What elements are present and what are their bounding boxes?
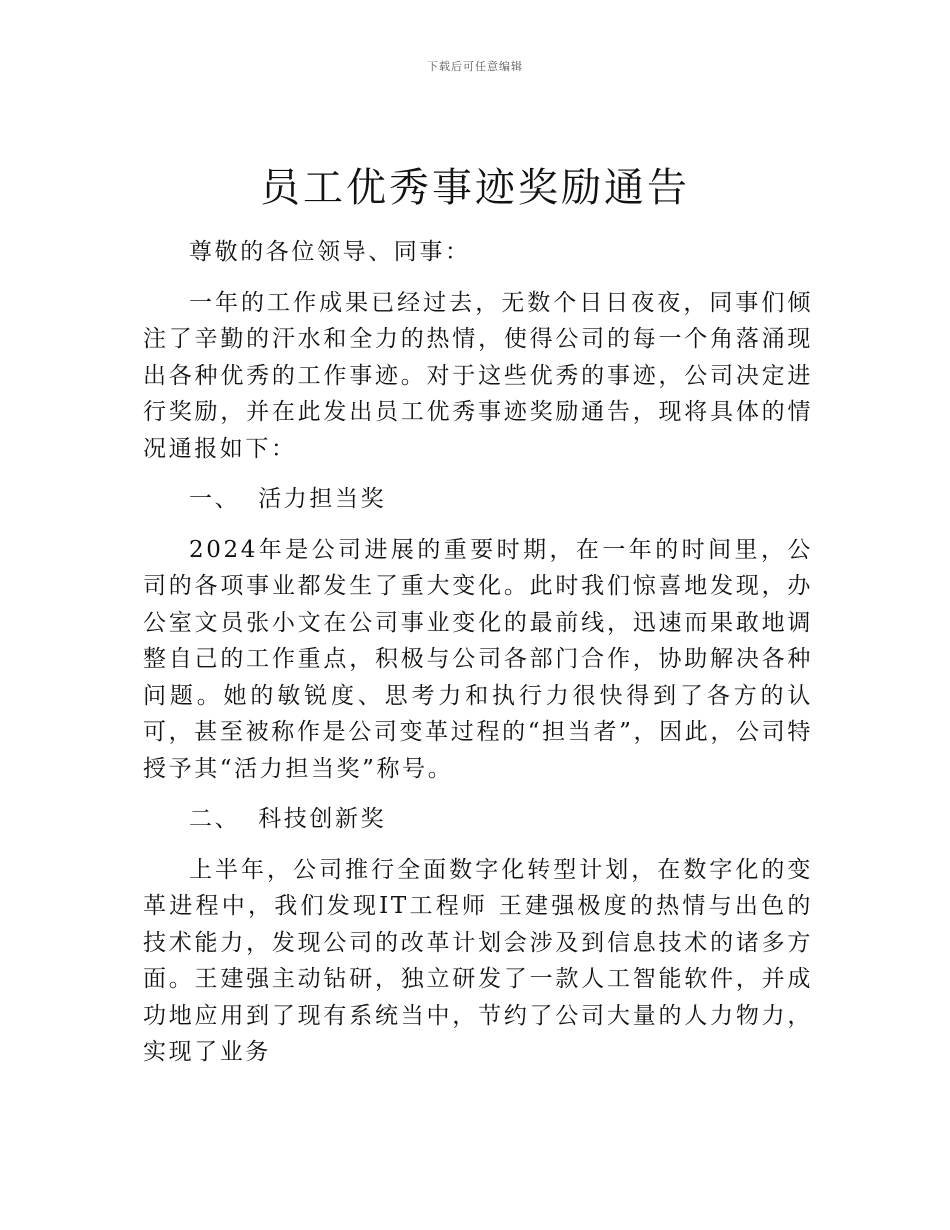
document-title: 员工优秀事迹奖励通告 [260,165,690,211]
section-number: 二、 [189,806,241,832]
section-heading-1 [143,481,813,518]
section-body-2: 上半年，公司推行全面数字化转型计划，在数字化的变革进程中，我们发现IT工程师 王建强极度的热情与出色的技术能力，发现公司的改革计划会涉及到信息技术的诸多方面。王建强主动钻研，独立研发了一款人工智能软件，并成功地应用到了现有系统当中，节约了公司大量的人力物力，实现了业务 [143,856,813,1065]
section-body-1: 2024年是公司进展的重要时期，在一年的时间里，公司的各项事业都发生了重大变化。此时我们惊喜地发现，办公室文员张小文在公司事业变化的最前线，迅速而果敢地调整自己的工作重点，积极与公司各部门合作，协助解决各种问题。她的敏锐度、思考力和执行力很快得到了各方的认可，甚至被称作是公司变革过程的“担当者”，因此，公司特授予其“活力担当奖”称号。 [143,536,813,782]
document-body [143,234,813,1085]
section-heading-text: 科技创新奖 [258,806,387,832]
section-heading-text: 活力担当奖 [258,486,387,512]
salutation: 尊敬的各位领导、同事： [189,239,471,265]
intro-paragraph: 一年的工作成果已经过去，无数个日日夜夜，同事们倾注了辛勤的汗水和全力的热情，使得公司的每一个角落涌现出各种优秀的工作事迹。对于这些优秀的事迹，公司决定进行奖励，并在此发出员工优秀事迹奖励通告，现将具体的情况通报如下： [143,289,813,462]
header-note: 下载后可任意编辑 [427,60,523,73]
section-heading-2 [143,801,813,838]
section-number: 一、 [189,486,241,512]
